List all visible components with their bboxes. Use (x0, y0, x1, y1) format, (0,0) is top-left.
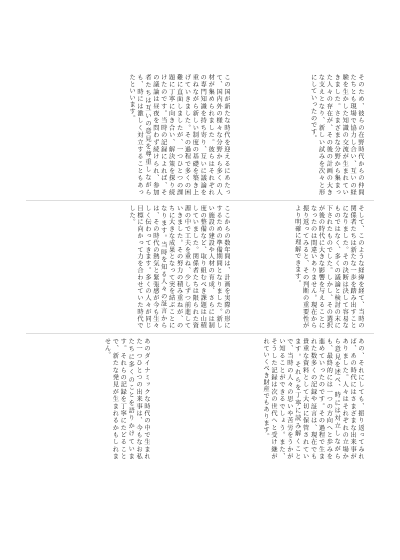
block-divider (26, 333, 374, 334)
text-block-6: あのダイナミックな時代の中で生まれた一つひとつの出来事は、今もなお私たちに多くのことを語りかけています。それらの記録を丁寧にたどることで、新たな発見が生まれるかもしれません。 (103, 338, 150, 460)
block-divider (26, 200, 374, 201)
text-block-2: この国が新たな時代を迎えるにあたって、国内外の様々な分野から多くの人材が集められました。彼らはそれぞれの専門知識を持ち寄り、互いに議論を重ねながら新しい制度の基礎を築き上げていきました。その過程で多くの困難に直面しましたが、一つひとつの課題に丁寧に向き合い、解決策を探り続けたのです。当時の記録によれば、その議論は昼夜を問わず続けられ、参加者たちは互いの意見を尊重しながらも、時には激しく対立することもあったといいます。 (128, 74, 230, 196)
text-block-1: そのため、彼らの在野時代からの仲間たちとも現場で協力し合い、互いの経験を生かした知識の交流が生まれていきました。さまざまな分野から集まった人々の存在が、その後の計画の大きな支えとなり、新しい試みを次々と形にしていったのです。 (309, 74, 364, 196)
text-block-3: そして、このような経緯を経て、当時の関係者たちは新たな一歩を踏み出すことになりました。その決断は決して容易なものではなく、多くの議論と検討の末に下されたものでした。しかし、その選択が後の時代に大きな影響を与えることになったのは間違いありません。現在から振り返ってみると、その判断の重要性がより明確に理解できます。 (293, 205, 364, 329)
text-block-5: あの、それにしても、振り返ってみれば、あの時代にはさまざまな出来事がありました。人々はそれぞれの立場から意見を述べ、時には対立しながらも、最終的には一つの方向へと歩みを進めていったのです。その過程で生まれた数多くの記録や証言は、現在でも貴重な資料として大切に保管されています。それらを丁寧に読み解くことで、当時の人々の思いや苦労をうかがい知ることができるでしょう。また、そうした記録は次の世代へと受け継がれていくべき財産でもあります。 (262, 338, 364, 460)
text-block-4: ここからの数年間は、計画を実際の形にするための準備期間となりました。新しい施設の建設や人材の育成、さらには制度の整備など、取り組むべき課題は山積していました。関係者たちは限られた資源の中で工夫を重ね、少しずつ前進していきました。その努力の積み重ねが、のちに大きな成果となって実を結ぶことになります。当時を知る人々の証言からは、その時代の熱気と緊張感が今も生々しく伝わってきます。多くの人々が同じ目標に向かって力を合わせていた時代でした。 (128, 205, 230, 329)
